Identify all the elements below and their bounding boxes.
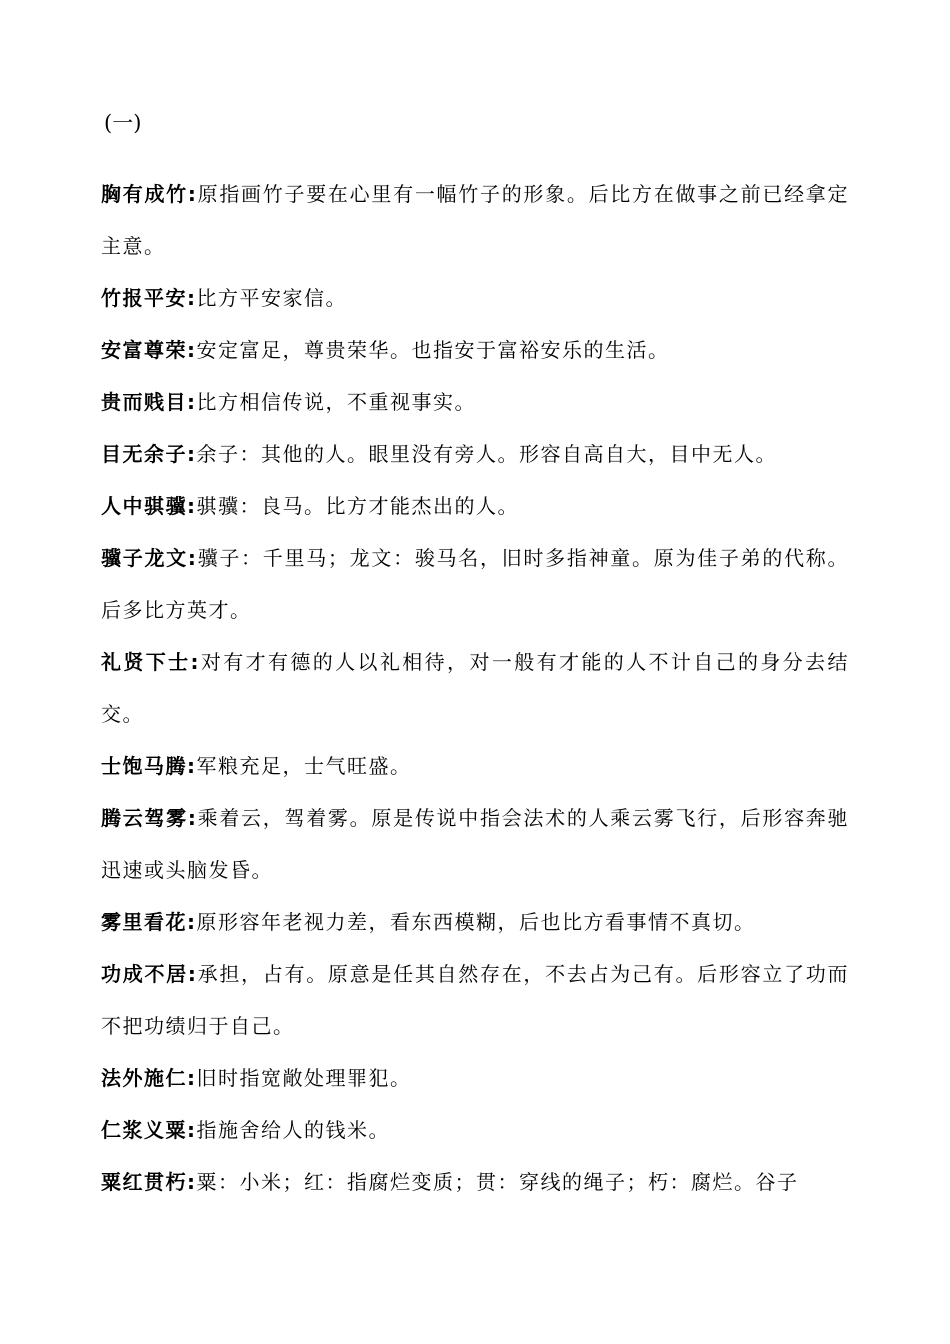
idiom-term: 粟红贯朽: xyxy=(101,1170,197,1194)
idiom-entry xyxy=(101,948,849,1052)
idiom-entry xyxy=(101,168,849,272)
idiom-definition: 粟：小米；红：指腐烂变质；贯：穿线的绳子；朽：腐烂。谷子 xyxy=(196,1170,799,1194)
idiom-term: 骥子龙文: xyxy=(101,546,198,570)
idiom-term: 功成不居: xyxy=(101,962,198,986)
idiom-definition: 乘着云，驾着雾。原是传说中指会法术的人乘云雾飞行，后形容奔驰迅速或头脑发昏。 xyxy=(101,806,850,882)
idiom-definition: 原指画竹子要在心里有一幅竹子的形象。后比方在做事之前已经拿定主意。 xyxy=(101,182,850,258)
idiom-entry xyxy=(101,324,849,376)
idiom-entry xyxy=(101,532,849,636)
idiom-entry xyxy=(101,740,849,792)
idiom-term: 法外施仁: xyxy=(101,1066,197,1090)
idiom-definition: 骥子：千里马；龙文：骏马名，旧时多指神童。原为佳子弟的代称。后多比方英才。 xyxy=(101,546,850,622)
idiom-definition: 指施舍给人的钱米。 xyxy=(196,1118,390,1142)
idiom-definition: 对有才有德的人以礼相待，对一般有才能的人不计自己的身分去结交。 xyxy=(101,650,850,726)
idiom-term: 人中骐骥: xyxy=(101,494,197,518)
idiom-definition: 比方相信传说，不重视事实。 xyxy=(196,390,476,414)
idiom-list xyxy=(101,168,849,1208)
idiom-term: 安富尊荣: xyxy=(101,338,197,362)
idiom-term: 士饱马腾: xyxy=(101,754,197,778)
idiom-term: 腾云驾雾: xyxy=(101,806,198,830)
idiom-entry xyxy=(101,1052,849,1104)
idiom-term: 雾里看花: xyxy=(101,910,197,934)
idiom-entry xyxy=(101,1104,849,1156)
idiom-entry xyxy=(101,636,849,740)
section-heading: (一) xyxy=(104,111,142,135)
idiom-term: 贵而贱目: xyxy=(101,390,197,414)
idiom-term: 胸有成竹: xyxy=(101,182,198,206)
idiom-definition: 承担，占有。原意是任其自然存在，不去占为己有。后形容立了功而不把功绩归于自己。 xyxy=(101,962,850,1038)
idiom-definition: 余子：其他的人。眼里没有旁人。形容自高自大，目中无人。 xyxy=(196,442,777,466)
idiom-definition: 旧时指宽敞处理罪犯。 xyxy=(196,1066,412,1090)
idiom-term: 仁浆义粟: xyxy=(101,1118,197,1142)
idiom-definition: 骐骥：良马。比方才能杰出的人。 xyxy=(196,494,519,518)
idiom-entry xyxy=(101,1156,849,1208)
idiom-term: 竹报平安: xyxy=(101,286,197,310)
idiom-entry xyxy=(101,896,849,948)
idiom-term: 礼贤下士: xyxy=(101,650,201,674)
idiom-definition: 军粮充足，士气旺盛。 xyxy=(196,754,412,778)
idiom-entry xyxy=(101,272,849,324)
idiom-entry xyxy=(101,428,849,480)
idiom-definition: 比方平安家信。 xyxy=(196,286,347,310)
idiom-entry xyxy=(101,376,849,428)
idiom-definition: 原形容年老视力差，看东西模糊，后也比方看事情不真切。 xyxy=(196,910,756,934)
idiom-term: 目无余子: xyxy=(101,442,197,466)
idiom-entry xyxy=(101,792,849,896)
idiom-entry xyxy=(101,480,849,532)
idiom-definition: 安定富足，尊贵荣华。也指安于富裕安乐的生活。 xyxy=(196,338,670,362)
